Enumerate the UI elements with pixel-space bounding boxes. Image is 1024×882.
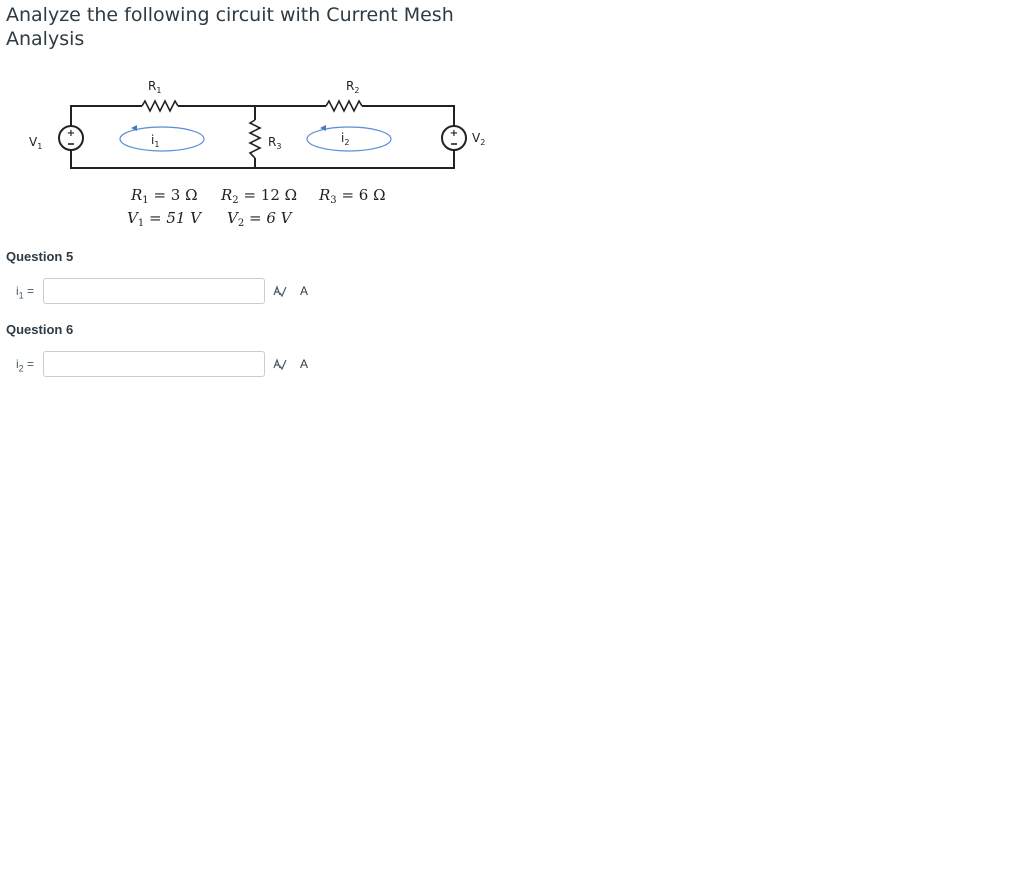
voltage-source-v2 xyxy=(442,126,466,150)
question-5-heading: Question 5 xyxy=(6,249,74,264)
unit-label: A xyxy=(300,357,309,371)
svg-text:+: + xyxy=(449,128,459,139)
r1-label: $R_1$ xyxy=(148,79,162,95)
mesh-loop-i1 xyxy=(120,125,204,151)
value-r3: $R_3 = 6$ Ω xyxy=(319,186,386,206)
value-r2: $R_2 = 12$ Ω xyxy=(221,186,298,206)
unit-label: A xyxy=(300,284,309,298)
svg-text:+: + xyxy=(66,128,76,139)
i2-label: $i_2$ xyxy=(341,131,350,147)
circuit-wires xyxy=(70,106,455,168)
value-v2: $V_2 = 6$ V xyxy=(227,209,292,229)
resistor-r1 xyxy=(142,101,178,111)
circuit-diagram xyxy=(0,60,520,240)
resistor-r2 xyxy=(326,101,362,111)
v1-label: $V_1$ xyxy=(29,135,43,151)
math-equation-icon[interactable] xyxy=(272,356,288,372)
question-6-heading: Question 6 xyxy=(6,322,74,337)
math-equation-icon[interactable] xyxy=(272,283,288,299)
value-v1: $V_1 = 51$ V xyxy=(127,209,202,229)
answer-variable-i2: $i_2$ = xyxy=(16,357,35,374)
v2-label: $V_2$ xyxy=(472,131,486,147)
i1-label: $i_1$ xyxy=(151,133,160,149)
answer-input-i2[interactable] xyxy=(43,351,265,377)
r3-label: $R_3$ xyxy=(268,135,282,151)
voltage-source-v1 xyxy=(59,126,83,150)
answer-variable-i1: $i_1$ = xyxy=(16,284,35,301)
resistor-r3 xyxy=(250,120,260,158)
value-r1: $R_1 = 3$ Ω xyxy=(131,186,198,206)
question-title: Analyze the following circuit with Current Mesh Analysis xyxy=(6,4,454,50)
r2-label: $R_2$ xyxy=(346,79,360,95)
answer-input-i1[interactable] xyxy=(43,278,265,304)
